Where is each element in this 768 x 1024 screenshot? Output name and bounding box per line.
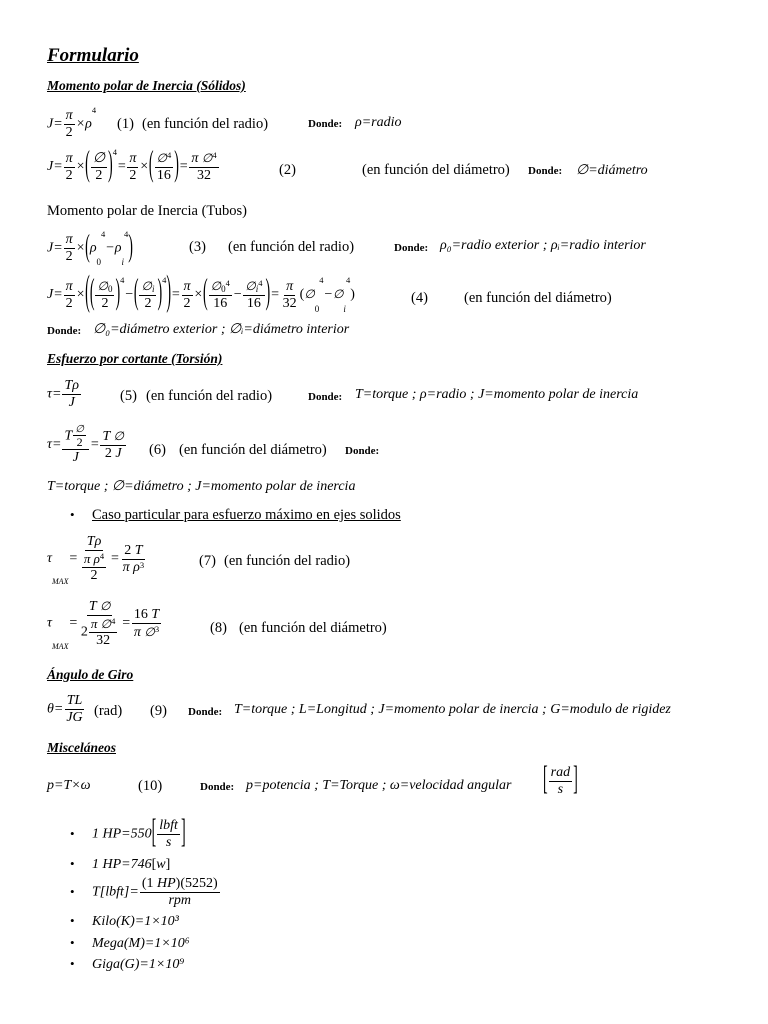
equation-1-donde-value: ρ=radio xyxy=(355,115,402,130)
misc-item-hp-watts: • 1 HP=746[w] xyxy=(70,856,170,873)
equation-2-description: (en función del diámetro) xyxy=(362,162,510,178)
equation-5-donde-value: T=torque ; ρ=radio ; J=momento polar de inercia xyxy=(355,387,639,402)
caso-particular-text: Caso particular para esfuerzo máximo en ejes solidos xyxy=(92,507,401,523)
heading-momento-solidos: Momento polar de Inercia (Sólidos) xyxy=(47,78,246,93)
equation-1-description: (en función del radio) xyxy=(142,116,269,132)
equation-5-number: (5) xyxy=(120,388,137,404)
equation-8: $\tau_{MAX}=$ T ∅ 2 $\frac{\pi \emptyset^4}{32}$ = $\frac{16 T}{\pi \emptyset^3}$ xyxy=(47,599,160,651)
equation-6: τ= T $\frac{\emptyset}{2}$ J = $\frac{T \emptyset}{2 J}$ xyxy=(47,424,124,465)
misc-item-hp-lbft: • 1 HP=550[ $\frac{\text{lbft}}{s}$ ] xyxy=(70,818,186,851)
equation-10-number: (10) xyxy=(138,778,163,794)
equation-9-donde-label: Donde: xyxy=(188,706,223,718)
equation-3-number: (3) xyxy=(189,239,206,255)
equation-6-donde-value: T=torque ; ∅=diámetro ; J=momento polar de inercia xyxy=(47,479,356,494)
equation-3: J= $\frac{\pi}{2}$ $\times(\rho_0^4-\rho_i^4)$ xyxy=(47,229,133,267)
heading-momento-tubos: Momento polar de Inercia (Tubos) xyxy=(47,203,248,219)
equation-4-description: (en función del diámetro) xyxy=(464,290,612,306)
equation-9: θ= $\frac{TL}{JG}$ xyxy=(47,693,83,725)
equation-9-unit: (rad) xyxy=(94,703,123,719)
equation-8-number: (8) xyxy=(210,620,227,636)
equation-5-description: (en función del radio) xyxy=(146,388,273,404)
misc-item-kilo: • Kilo(K)=1×10³ xyxy=(70,913,179,930)
equation-7: $\tau_{MAX}=$ $\frac{T\rho}{\frac{\pi \rho^4}{2}}$ = $\frac{2 T}{\pi \rho^3}$ xyxy=(47,534,145,586)
equation-5-donde-label: Donde: xyxy=(308,391,343,403)
equation-2-donde-value: ∅=diámetro xyxy=(576,163,648,178)
page-title: Formulario xyxy=(47,45,139,66)
list-item-caso-particular xyxy=(70,506,401,524)
equation-6-donde-label: Donde: xyxy=(345,445,380,457)
equation-1-number: (1) xyxy=(117,116,134,132)
equation-7-description: (en función del radio) xyxy=(224,553,351,569)
misc-item-giga: • Giga(G)=1×10⁹ xyxy=(70,956,184,973)
equation-9-number: (9) xyxy=(150,703,167,719)
equation-3-description: (en función del radio) xyxy=(228,239,355,255)
equation-2-number: (2) xyxy=(279,162,296,178)
equation-5: τ= $\frac{T\rho}{J}$ xyxy=(47,378,79,410)
equation-10: p=T×ω xyxy=(47,778,91,793)
equation-4-number: (4) xyxy=(411,290,428,306)
equation-6-number: (6) xyxy=(149,442,166,458)
equation-8-description: (en función del diámetro) xyxy=(239,620,387,636)
equation-1-donde-label: Donde: xyxy=(308,118,343,130)
equation-3-donde-value: ρ₀=radio exterior ; ρᵢ=radio interior xyxy=(440,238,646,253)
equation-4-donde-label: Donde: xyxy=(47,325,82,337)
heading-esfuerzo: Esfuerzo por cortante (Torsión) xyxy=(47,351,223,366)
misc-item-mega: • Mega(M)=1×10⁶ xyxy=(70,935,190,952)
equation-10-donde-value: p=potencia ; T=Torque ; ω=velocidad angular xyxy=(246,778,512,793)
equation-3-donde-label: Donde: xyxy=(394,242,429,254)
equation-10-unit: [ $\frac{\text{rad}}{s}$ ] xyxy=(543,762,578,799)
equation-7-number: (7) xyxy=(199,553,216,569)
misc-item-torque-rpm: • T[lbft]= $\frac{(1 HP)(5252)}{\text{rpm}}$ xyxy=(70,876,221,909)
equation-2-donde-label: Donde: xyxy=(528,165,563,177)
equation-4: J= $\frac{\pi}{2}$ ×(( $\frac{\emptyset_0}{2}$ )$^4$−( $\frac{\emptyset_i}{2}$ )$^4$)= $\frac{\pi}{2}$ ×( $\frac{\emptyset_0^4}{16}$ − $\frac{\emptyset_i^4}{16}$ )= $\frac{\pi}{32}$ $(\emptyset_0^4-\emptyset_i^4)$ xyxy=(47,271,355,316)
heading-angulo: Ángulo de Giro xyxy=(47,667,134,682)
equation-4-donde-value: ∅₀=diámetro exterior ; ∅ᵢ=diámetro interior xyxy=(93,322,350,337)
heading-miscelaneos: Misceláneos xyxy=(47,740,116,755)
equation-2: J= $\frac{\pi}{2}$ ×( $\frac{\emptyset}{2}$ )$^4$= $\frac{\pi}{2}$ ×( $\frac{\emptyset^4}{16}$ )= $\frac{\pi \emptyset^4}{32}$ xyxy=(47,146,217,186)
equation-10-donde-label: Donde: xyxy=(200,781,235,793)
equation-6-description: (en función del diámetro) xyxy=(179,442,327,458)
equation-1: J= $\frac{\pi}{2}$ $\times\rho^4$ xyxy=(47,105,97,140)
equation-9-donde-value: T=torque ; L=Longitud ; J=momento polar de inercia ; G=modulo de rigidez xyxy=(234,702,671,717)
